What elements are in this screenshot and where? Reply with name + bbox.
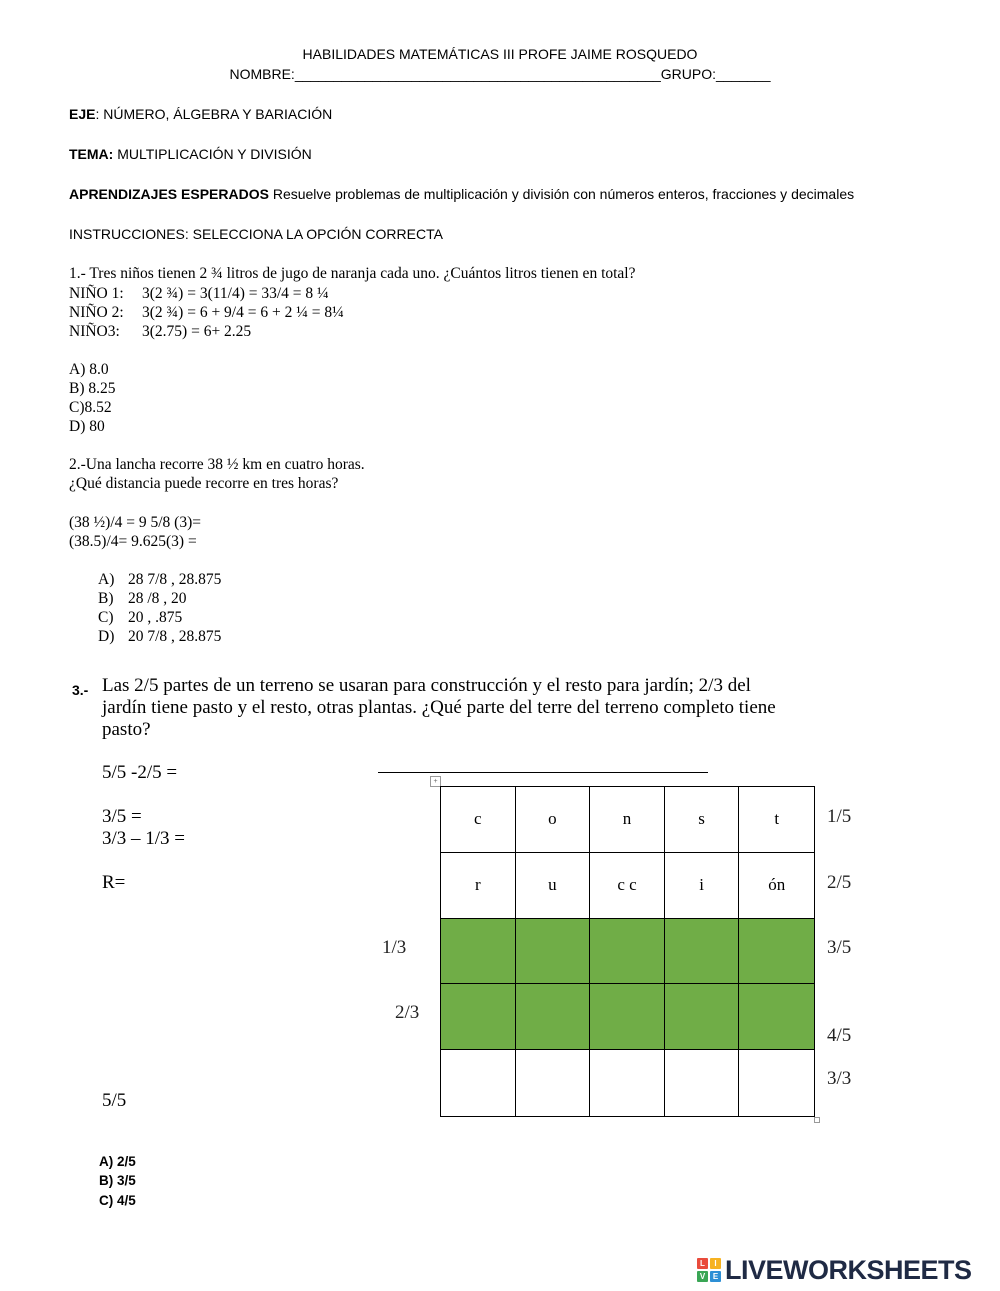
option-text: 28 /8 , 20 [128,590,187,607]
q3-work-1: 5/5 -2/5 = [102,762,178,783]
q3-option-b[interactable]: B) 3/5 [99,1173,136,1188]
name-group-line: NOMBRE:_______________________________________________GRUPO:_______ [229,66,771,82]
q3-bottom-label: 5/5 [102,1090,127,1111]
q1-option-b[interactable]: B) 8.25 [69,380,116,397]
grid-cell[interactable] [739,1050,814,1116]
q1-work-expr: 3(2.75) = 6+ 2.25 [142,323,252,340]
tema-text: MULTIPLICACIÓN Y DIVISIÓN [113,146,312,162]
q2-option-b[interactable] [98,590,187,608]
grid-cell[interactable]: s [665,787,740,853]
logo-mark-letter: E [710,1271,721,1282]
right-label-2: 2/5 [827,872,852,893]
q2-prompt-2: ¿Qué distancia puede recorre en tres horas? [69,475,339,492]
eje-label: EJE [69,106,96,122]
q1-option-d[interactable]: D) 80 [69,418,105,435]
grid-cell[interactable]: c c [590,853,665,919]
q1-work-label: NIÑO3: [69,323,120,340]
q1-option-a[interactable]: A) 8.0 [69,361,109,378]
grid-cell[interactable]: u [516,853,591,919]
q3-number: 3.- [72,682,89,698]
q2-option-a[interactable] [98,571,221,589]
q3-work-2: 3/5 = [102,806,142,827]
q1-work-3 [69,323,251,341]
q1-prompt: 1.- Tres niños tienen 2 ¾ litros de jugo de naranja cada uno. ¿Cuántos litros tienen en total? [69,265,636,282]
grid-cell[interactable] [590,984,665,1050]
q3-option-c[interactable]: C) 4/5 [99,1193,136,1208]
resize-handle-icon[interactable] [814,1117,820,1123]
grid-cell[interactable]: r [441,853,516,919]
grid-cell[interactable] [441,919,516,985]
left-label-1: 1/3 [382,937,407,958]
grid-cell[interactable] [590,919,665,985]
option-letter: C) [98,609,114,626]
q1-work-1 [69,285,329,303]
q1-work-label: NIÑO 1: [69,285,124,302]
worksheet-title: HABILIDADES MATEMÁTICAS III PROFE JAIME ROSQUEDO [302,46,698,62]
option-letter: D) [98,628,115,645]
q3-option-a[interactable]: A) 2/5 [99,1154,136,1169]
option-letter: B) [98,590,114,607]
grid-cell[interactable] [516,919,591,985]
grid-cell[interactable]: ón [739,853,814,919]
q3-prompt-2: jardín tiene pasto y el resto, otras plantas. ¿Qué parte del terre del terreno completo tiene [102,697,776,718]
q3-result-label: R= [102,872,126,893]
q2-work-1: (38 ½)/4 = 9 5/8 (3)= [69,514,201,531]
aprendizajes-label: APRENDIZAJES ESPERADOS [69,186,269,202]
move-handle-icon[interactable]: + [430,776,441,787]
grid-cell[interactable] [665,919,740,985]
grid-cell[interactable] [665,1050,740,1116]
grid-cell[interactable] [516,984,591,1050]
instructions: INSTRUCCIONES: SELECCIONA LA OPCIÓN CORRECTA [69,226,443,242]
grid-cell[interactable] [739,984,814,1050]
grid-cell[interactable] [516,1050,591,1116]
right-label-3: 3/5 [827,937,852,958]
grid-cell[interactable] [739,919,814,985]
logo-mark-letter: V [697,1271,708,1282]
q2-prompt-1: 2.-Una lancha recorre 38 ½ km en cuatro horas. [69,456,365,473]
tema-label: TEMA: [69,146,114,162]
liveworksheets-logo [697,1254,972,1285]
q2-option-d[interactable] [98,628,221,646]
q1-work-label: NIÑO 2: [69,304,124,321]
q3-prompt-3: pasto? [102,719,151,740]
answer-underline [378,772,708,773]
logo-text: LIVEWORKSHEETS [725,1254,972,1285]
grid-cell[interactable]: c [441,787,516,853]
q1-work-2 [69,304,344,322]
grid-cell[interactable]: t [739,787,814,853]
grid-cell[interactable] [441,984,516,1050]
grid-cell[interactable] [441,1050,516,1116]
grid-cell[interactable]: n [590,787,665,853]
option-letter: A) [98,571,115,588]
q3-work-3: 3/3 – 1/3 = [102,828,186,849]
q1-work-expr: 3(2 ¾) = 6 + 9/4 = 6 + 2 ¼ = 8¼ [142,304,344,321]
option-text: 28 7/8 , 28.875 [128,571,222,588]
q1-option-c[interactable]: C)8.52 [69,399,112,416]
left-label-2: 2/3 [395,1002,420,1023]
right-label-1: 1/5 [827,806,852,827]
logo-mark-icon [697,1258,721,1282]
eje-text: : NÚMERO, ÁLGEBRA Y BARIACIÓN [95,106,333,122]
tema-line [69,146,312,162]
aprendizajes-line [69,186,854,202]
eje-line [69,106,332,122]
grid-cell[interactable]: o [516,787,591,853]
option-text: 20 , .875 [128,609,183,626]
option-text: 20 7/8 , 28.875 [128,628,222,645]
fraction-grid [440,786,815,1117]
q2-option-c[interactable] [98,609,182,627]
aprendizajes-text: Resuelve problemas de multiplicación y división con números enteros, fracciones y decimales [268,186,855,202]
q2-work-2: (38.5)/4= 9.625(3) = [69,533,197,550]
right-label-4: 4/5 [827,1025,852,1046]
grid-cell[interactable] [665,984,740,1050]
right-label-5: 3/3 [827,1068,852,1089]
q1-work-expr: 3(2 ¾) = 3(11/4) = 33/4 = 8 ¼ [142,285,329,302]
grid-cell[interactable] [590,1050,665,1116]
grid-cell[interactable]: i [665,853,740,919]
logo-mark-letter: I [710,1258,721,1269]
logo-mark-letter: L [697,1258,708,1269]
q3-prompt-1: Las 2/5 partes de un terreno se usaran para construcción y el resto para jardín; 2/3 del [102,675,751,696]
